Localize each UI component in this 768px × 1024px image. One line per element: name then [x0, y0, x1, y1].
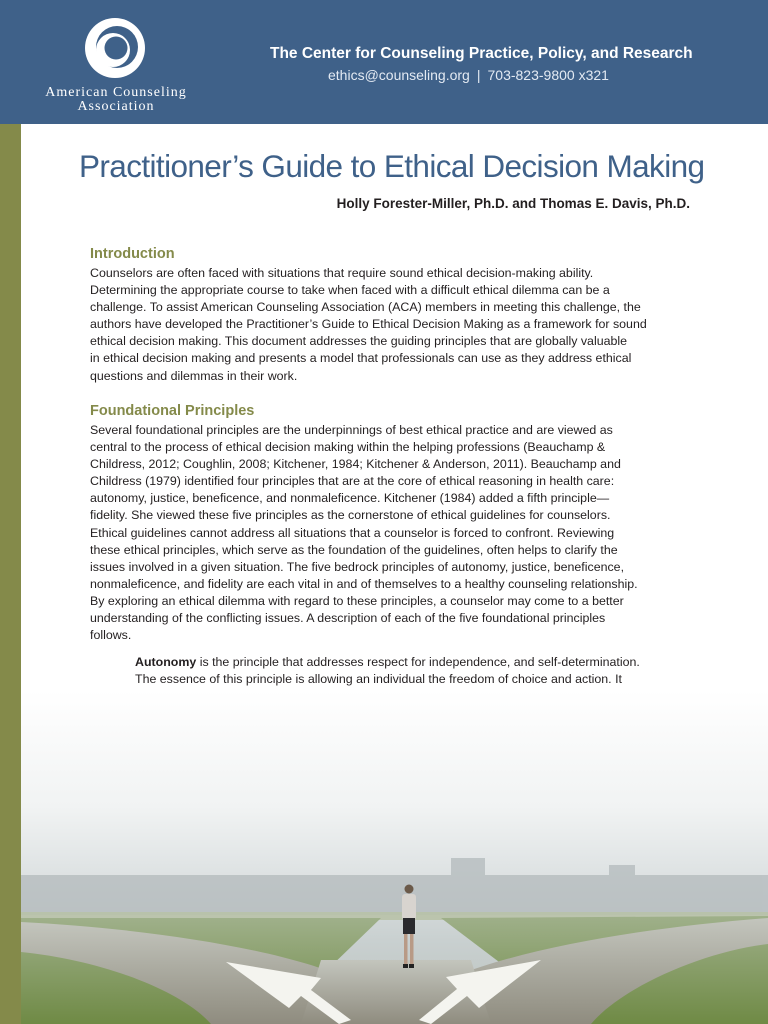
- foundational-line: Childress (1979) identified four principles that are at the core of ethical reasoning in health care:: [90, 474, 615, 489]
- foundational-principles-paragraph: [90, 422, 638, 644]
- foundational-line: these ethical principles, which serve as the foundation of the guidelines, often helps to clarify the: [90, 542, 618, 557]
- foundational-line: fidelity. She viewed these five principles as the cornerstone of ethical guidelines for counselors.: [90, 508, 611, 523]
- page-header: [0, 0, 768, 124]
- introduction-line: Determining the appropriate course to take when faced with a difficult ethical dilemma can be a: [90, 283, 610, 298]
- crossroads-person-photo: [21, 690, 768, 1024]
- document-authors: Holly Forester-Miller, Ph.D. and Thomas E. Davis, Ph.D.: [336, 196, 690, 211]
- introduction-line: ethical decision making. This document addresses the guiding principles that are globally valuable: [90, 334, 628, 349]
- foundational-line: autonomy, justice, beneficence, and nonmaleficence. Kitchener (1984) added a fifth principle—: [90, 491, 610, 506]
- aca-logo: [0, 0, 232, 124]
- introduction-heading: Introduction: [90, 246, 175, 262]
- autonomy-line: The essence of this principle is allowing an individual the freedom of choice and action. It: [135, 672, 622, 687]
- foundational-line: central to the process of ethical decision making within the helping professions (Beauchamp &: [90, 440, 606, 455]
- email-link[interactable]: ethics@counseling.org: [328, 67, 470, 83]
- foundational-line: understanding of the conflicting issues. A description of each of the five foundational principles: [90, 611, 606, 626]
- foundational-line: Several foundational principles are the underpinnings of best ethical practice and are viewed as: [90, 423, 613, 437]
- foundational-line: Childress, 2012; Coughlin, 2008; Kitchener, 1984; Kitchener & Anderson, 2011). Beauchamp and: [90, 457, 621, 472]
- autonomy-first-line-text: is the principle that addresses respect for independence, and self-determination.: [196, 655, 640, 669]
- phone-number: 703-823-9800 x321: [487, 67, 609, 83]
- document-title: Practitioner’s Guide to Ethical Decision Making: [79, 148, 705, 184]
- introduction-line: authors have developed the Practitioner’s Guide to Ethical Decision Making as a framework for sound: [90, 317, 647, 332]
- autonomy-first-line: [135, 654, 647, 671]
- contact-info: [328, 67, 609, 83]
- introduction-paragraph: [90, 265, 647, 385]
- center-title: The Center for Counseling Practice, Policy, and Research: [270, 45, 693, 62]
- contact-separator: |: [476, 67, 481, 83]
- introduction-line: Counselors are often faced with situations that require sound ethical decision-making ability.: [90, 266, 594, 280]
- logo-text-line1: American Counseling: [45, 85, 187, 100]
- foundational-principles-heading: Foundational Principles: [90, 403, 255, 419]
- introduction-line: in ethical decision making and presents a model that professionals can use as they address ethical: [90, 351, 632, 366]
- foundational-line: follows.: [90, 628, 132, 643]
- foundational-line: issues involved in a given situation. The five bedrock principles of autonomy, justice, beneficence,: [90, 559, 625, 574]
- aca-circle-logo-icon: [80, 14, 150, 84]
- introduction-line: challenge. To assist American Counseling Association (ACA) members in meeting this challenge, the: [90, 300, 641, 315]
- foundational-line: By exploring an ethical dilemma with regard to these principles, a counselor may come to a better: [90, 593, 624, 608]
- autonomy-term: Autonomy: [135, 655, 197, 669]
- logo-text-line2: Association: [77, 99, 155, 114]
- foundational-line: Ethical guidelines cannot address all situations that a counselor is forced to confront. Reviewing: [90, 525, 615, 540]
- side-accent-bar: [0, 124, 21, 1024]
- foundational-line: nonmaleficence, and fidelity are each vital in and of themselves to a healthy counseling relationship.: [90, 576, 638, 591]
- introduction-line: questions and dilemmas in their work.: [90, 368, 298, 383]
